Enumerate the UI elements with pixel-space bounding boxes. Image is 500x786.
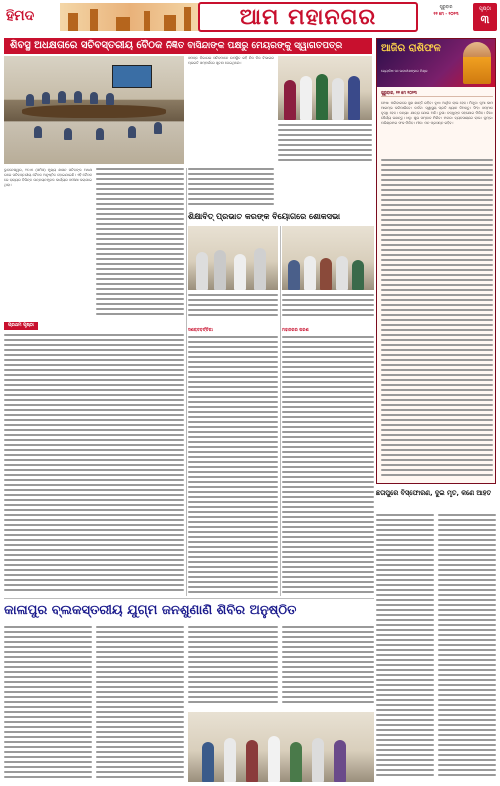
person-figure bbox=[290, 742, 302, 782]
temple-icon bbox=[164, 15, 176, 31]
person-figure bbox=[214, 250, 226, 290]
page-title: ଆମ ମହାନଗର bbox=[239, 4, 377, 30]
top-headline-banner bbox=[4, 38, 372, 54]
public-hearing-photo bbox=[188, 712, 374, 782]
person-figure bbox=[312, 738, 324, 782]
person-figure bbox=[334, 740, 346, 782]
masthead-title-box bbox=[198, 2, 418, 32]
article-text-block bbox=[188, 168, 274, 208]
headline-public-hearing: କାଳାପୁର ବ୍ଲକସ୍ତରୀୟ ଯୁଗ୍ମ ଜନଶୁଣାଣି ଶିବିର ଅନୁଷ୍ଠିତ bbox=[4, 603, 297, 618]
page-label: ପୃଷ୍ଠା bbox=[479, 6, 491, 12]
horoscope-text-block bbox=[381, 159, 493, 479]
horoscope-text: ମେଷ: ପରିବାରରେ ସୁଖ ଶାନ୍ତି ରହିବ। ବୃଷ: ଆର୍ଥିକ ଲାଭ ହେବ। ମିଥୁନ: ନୂଆ କାମ ଆରମ୍ଭ କରିପାରିବେ। କର୍କଟ: ସ୍ୱାସ୍ଥ୍ୟ ପ୍ରତି ଧ୍ୟାନ ଦିଅନ୍ତୁ। ସିଂହ: ସମ୍ମାନ ବୃଦ୍ଧି ହେବ। କନ୍ୟା: ଯାତ୍ରା ଯୋଗ ଅଛି। ତୁଳା: ବନ୍ଧୁଙ୍କ ସହଯୋଗ ମିଳିବ। ବିଛା: ଧୈର୍ଯ୍ୟ ରଖନ୍ତୁ। ଧନୁ: ଶୁଭ ସମ୍ବାଦ ମିଳିବ। ମକର: ବ୍ୟବସାୟରେ ଲାଭ। କୁମ୍ଭ: ପରିଶ୍ରମର ଫଳ ମିଳିବ। ମୀନ: ମନ ପ୍ରସନ୍ନ ରହିବ। bbox=[381, 101, 493, 125]
person-figure bbox=[128, 126, 136, 138]
condolence-photo bbox=[188, 226, 278, 290]
article-text: ସମସ୍ତ ବିଭାଗର ସଚିବମାନେ ଉପସ୍ଥିତ ରହି ନିଜ ନିଜ ବିଭାଗର ପ୍ରଗତି ସମ୍ପର୍କରେ ସୂଚନା ଦେଇଥିଲେ। bbox=[188, 56, 274, 65]
city-banner-art bbox=[60, 3, 200, 31]
horoscope-title: ଆଜିର ରାଶିଫଳ bbox=[381, 43, 441, 54]
person-figure bbox=[316, 74, 328, 120]
article-text-block bbox=[188, 336, 278, 596]
headline-meeting: ଶିବସ୍ଥ ଅଧକ୍ଷତାରେ ସଚିବସ୍ତରୀୟ ବୈଠକ bbox=[10, 40, 163, 51]
horoscope-header bbox=[377, 39, 495, 87]
headline-condolence: ଶିକ୍ଷାବିତ୍ ପ୍ରଭାତ କରଙ୍କ ବିୟୋଗରେ ଶୋକସଭା bbox=[188, 212, 341, 221]
article-text: ଭୁବନେଶ୍ୱର, ୧୦।୫ (ସମିସ) ମୁଖ୍ୟ ଶାସନ ସଚିବଙ୍କ ଅଧକ୍ଷତାରେ ସଚିବସ୍ତରୀୟ ବୈଠକ ଅନୁଷ୍ଠିତ ହୋଇଯାଇଛି। ଏହି ବୈଠକରେ ରାଜ୍ୟର ବିଭିନ୍ନ ଉନ୍ନୟନମୂଳକ କାର୍ଯ୍ୟର ସମୀକ୍ଷା କରାଯାଇଥିଲା। bbox=[4, 168, 92, 187]
page-number-badge bbox=[473, 3, 497, 31]
tower-icon bbox=[184, 7, 191, 31]
person-figure bbox=[64, 128, 72, 140]
tower-icon bbox=[144, 11, 150, 31]
temple-icon bbox=[90, 9, 98, 31]
welcome-group-photo bbox=[278, 56, 372, 120]
gathering-photo bbox=[282, 226, 374, 290]
person-figure bbox=[26, 94, 34, 106]
article-text-block bbox=[188, 294, 278, 322]
article-text-block bbox=[282, 626, 374, 708]
masthead bbox=[0, 0, 500, 34]
person-figure bbox=[336, 256, 348, 290]
table-shape bbox=[22, 105, 166, 118]
person-figure bbox=[254, 248, 266, 290]
person-figure bbox=[348, 76, 360, 120]
article-text-block bbox=[4, 334, 184, 596]
person-figure bbox=[352, 260, 364, 290]
column-divider bbox=[186, 168, 187, 596]
person-figure bbox=[288, 260, 300, 290]
person-figure bbox=[74, 91, 82, 103]
article-text-block bbox=[278, 124, 372, 166]
section-tag: ପ୍ରଥମ ପୃଷ୍ଠା bbox=[4, 322, 38, 330]
byline: ମହାନଗର ପରଶ bbox=[282, 327, 309, 332]
article-text-block bbox=[376, 514, 434, 782]
date-box bbox=[420, 4, 472, 30]
byline: ସଶକ୍ତବର୍ତ୍ତିକା bbox=[188, 327, 213, 332]
person-figure bbox=[234, 254, 246, 290]
person-figure bbox=[42, 92, 50, 104]
column-divider bbox=[280, 226, 281, 596]
horoscope-subtitle: ଜ୍ୟୋତିଷ ଡଃ ଭବାନୀଶଙ୍କର ମିଶ୍ର bbox=[381, 69, 428, 73]
person-figure bbox=[196, 252, 208, 290]
horoscope-date: ଗୁରୁବାର, ୧୧ ମେ ୨୦୨୩ bbox=[381, 90, 493, 97]
person-figure bbox=[202, 742, 214, 782]
section-divider bbox=[4, 598, 374, 599]
person-figure bbox=[332, 78, 344, 120]
article-text-block bbox=[438, 514, 496, 782]
page-number: ୩ bbox=[480, 13, 490, 26]
person-figure bbox=[96, 128, 104, 140]
person-figure bbox=[320, 258, 332, 290]
person-figure bbox=[224, 738, 236, 782]
logo: ହିମଦ bbox=[6, 8, 35, 24]
article-text-block bbox=[282, 294, 374, 322]
astrologer-portrait bbox=[463, 42, 491, 84]
article-text-block bbox=[4, 626, 92, 782]
article-column bbox=[188, 56, 274, 166]
temple-icon bbox=[68, 13, 78, 31]
date-label: ୧୧ ମେ - ୨୦୨୩ bbox=[433, 11, 459, 17]
day-label: ଗୁରୁବାର bbox=[439, 4, 453, 9]
article-text-block bbox=[188, 626, 278, 708]
person-figure bbox=[106, 93, 114, 105]
headline-explosion: ଛତାପୁରେ ବିସ୍ଫୋରଣ, ଦୁଇ ମୃତ, କଣେ ଆହତ bbox=[376, 489, 492, 497]
article-text-block bbox=[96, 168, 184, 318]
person-figure bbox=[300, 76, 312, 120]
person-figure bbox=[268, 736, 280, 782]
person-figure bbox=[34, 126, 42, 138]
person-figure bbox=[304, 256, 316, 290]
article-text-block bbox=[282, 336, 374, 596]
headline-welcome: ନିଜ୍ଞିତ ବାସିନ୍ଦାଙ୍କ ପକ୍ଷରୁ ମେୟରଙ୍କୁ ସ୍ୱାଗତପତ୍ର bbox=[165, 41, 343, 51]
article-text-block bbox=[96, 626, 184, 782]
article-column bbox=[4, 168, 92, 318]
building-icon bbox=[116, 17, 130, 31]
person-figure bbox=[90, 92, 98, 104]
person-figure bbox=[284, 80, 296, 120]
person-figure bbox=[58, 91, 66, 103]
horoscope-box bbox=[376, 38, 496, 484]
screen-icon bbox=[112, 65, 152, 89]
person-figure bbox=[154, 122, 162, 134]
meeting-photo bbox=[4, 56, 184, 164]
person-figure bbox=[246, 740, 258, 782]
